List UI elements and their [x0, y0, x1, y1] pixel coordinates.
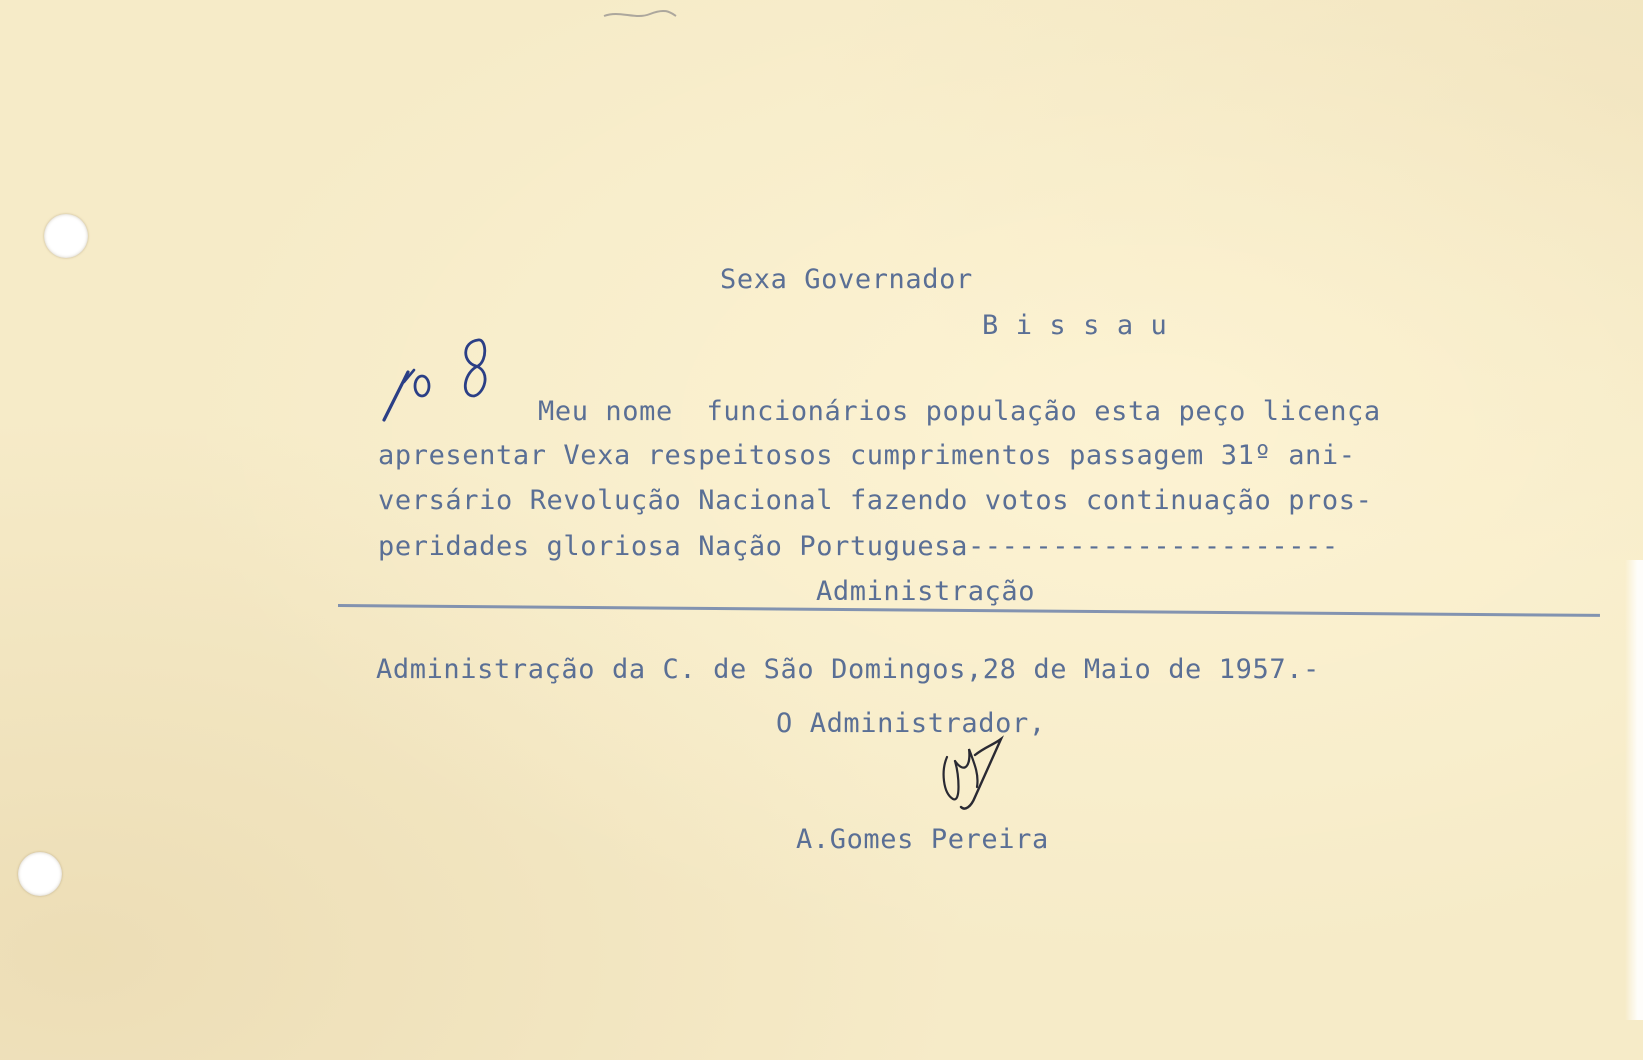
signatory: A.Gomes Pereira — [796, 824, 1049, 855]
body-line-2: apresentar Vexa respeitosos cumprimentos passagem 31º ani- — [378, 440, 1356, 471]
top-smudge-mark — [600, 2, 680, 26]
handwritten-number-108 — [378, 330, 508, 430]
city: B i s s a u — [982, 310, 1168, 341]
body-line-3: versário Revolução Nacional fazendo votos continuação pros- — [378, 485, 1373, 516]
closing-title: O Administrador, — [776, 708, 1046, 739]
punch-hole-top-icon — [44, 214, 88, 258]
body-line-1: Meu nome funcionários população esta peço licença — [538, 396, 1381, 427]
addressee: Sexa Governador — [720, 264, 973, 295]
torn-edge — [1625, 560, 1643, 1020]
dateline: Administração da C. de São Domingos,28 de Maio de 1957.- — [376, 654, 1320, 685]
sender: Administração — [816, 576, 1036, 607]
punch-hole-bottom-icon — [18, 852, 62, 896]
body-line-4: peridades gloriosa Nação Portuguesa---------------------- — [378, 531, 1339, 562]
signature-icon — [935, 735, 1015, 815]
